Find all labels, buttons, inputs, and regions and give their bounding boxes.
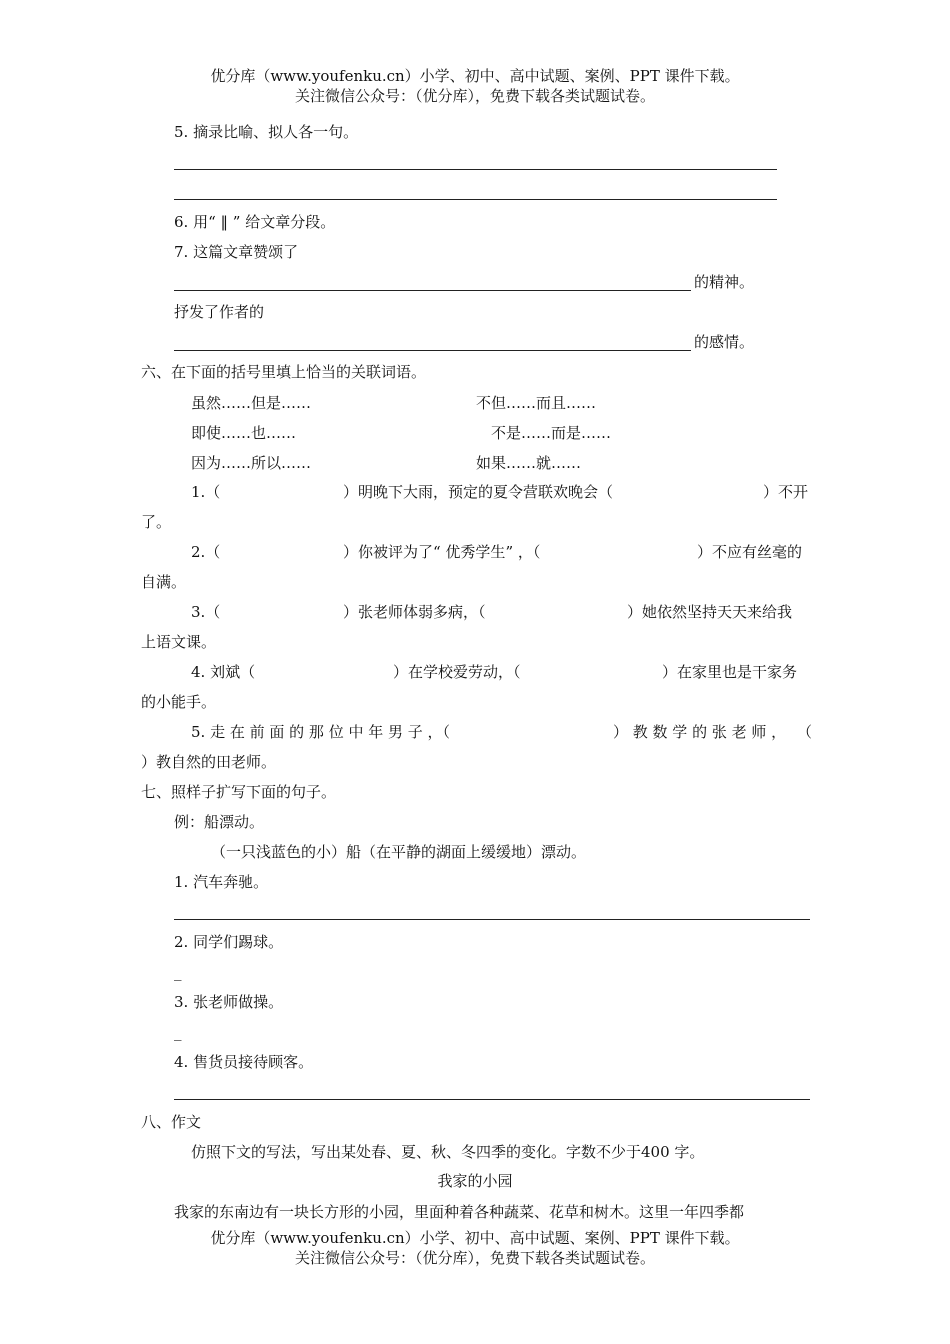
fill-question-3-cont: 上语文课。 [141, 633, 217, 651]
fill-question-5-c: （ [797, 723, 813, 741]
answer-line[interactable] [174, 199, 777, 200]
fill-question-3-c: ）她依然坚持天天来给我 [627, 603, 793, 621]
fill-question-4-b: ）在学校爱劳动，（ [393, 663, 521, 681]
fill-question-3-b: ）张老师体弱多病，（ [343, 603, 486, 621]
answer-line[interactable] [174, 919, 810, 920]
expand-question-3: 3. 张老师做操。 [174, 993, 284, 1011]
expand-question-2: 2. 同学们踢球。 [174, 933, 284, 951]
composition-instruction: 仿照下文的写法，写出某处春、夏、秋、冬四季的变化。字数不少于400 字。 [191, 1143, 705, 1161]
fill-question-2-b: ）你被评为了“ 优秀学生” ，（ [343, 543, 541, 561]
section-8-title: 八、作文 [141, 1113, 202, 1131]
answer-line[interactable] [174, 169, 777, 170]
fill-question-4-cont: 的小能手。 [141, 693, 217, 711]
fill-question-1-a: 1.（ [191, 483, 221, 501]
footer-line-2: 关注微信公众号：（优分库），免费下载各类试题试卷。 [294, 1249, 655, 1267]
fill-question-2-c: ）不应有丝毫的 [697, 543, 803, 561]
fill-question-1-c: ）不开 [763, 483, 809, 501]
question-6-divide: 6. 用“ ‖ ” 给文章分段。 [174, 213, 336, 231]
answer-line-mark[interactable]: _ [174, 963, 182, 981]
question-7-praise: 7. 这篇文章赞颂了 [174, 243, 299, 261]
fill-question-5-cont: ）教自然的田老师。 [141, 753, 277, 771]
answer-line[interactable] [174, 1099, 810, 1100]
fill-question-1-cont: 了。 [141, 513, 172, 531]
header-line-2: 关注微信公众号：（优分库），免费下载各类试题试卷。 [294, 87, 655, 105]
fill-question-3-a: 3.（ [191, 603, 221, 621]
expand-question-4: 4. 售货员接待顾客。 [174, 1053, 314, 1071]
footer-line-1: 优分库（www.youfenku.cn）小学、初中、高中试题、案例、PPT 课件下载。 [210, 1229, 740, 1247]
fill-question-5-b: ） 教 数 学 的 张 老 师 ， [613, 723, 787, 741]
conjunction-pair: 如果……就…… [476, 454, 582, 472]
fill-question-1-b: ）明晚下大雨，预定的夏令营联欢晚会（ [343, 483, 614, 501]
question-7-spirit-end: 的精神。 [694, 273, 755, 291]
answer-line[interactable] [174, 350, 691, 351]
conjunction-pair: 因为……所以…… [191, 454, 312, 472]
conjunction-pair: 虽然……但是…… [191, 394, 312, 412]
section-7-title: 七、照样子扩写下面的句子。 [141, 783, 337, 801]
example-label: 例：船漂动。 [174, 813, 265, 831]
example-answer: （一只浅蓝色的小）船（在平静的湖面上缓缓地）漂动。 [211, 843, 587, 861]
answer-line-mark[interactable]: _ [174, 1023, 182, 1041]
essay-title: 我家的小园 [437, 1172, 513, 1190]
conjunction-pair: 即使……也…… [191, 424, 297, 442]
header-line-1: 优分库（www.youfenku.cn）小学、初中、高中试题、案例、PPT 课件下载。 [210, 67, 740, 85]
question-7-feeling: 抒发了作者的 [174, 303, 265, 321]
fill-question-2-cont: 自满。 [141, 573, 187, 591]
essay-paragraph: 我家的东南边有一块长方形的小园，里面种着各种蔬菜、花草和树木。这里一年四季都 [174, 1203, 745, 1221]
fill-question-5-a: 5. 走 在 前 面 的 那 位 中 年 男 子 ，（ [191, 723, 451, 741]
question-7-feeling-end: 的感情。 [694, 333, 755, 351]
fill-question-4-c: ）在家里也是干家务 [662, 663, 798, 681]
fill-question-2-a: 2.（ [191, 543, 221, 561]
section-6-title: 六、在下面的括号里填上恰当的关联词语。 [141, 363, 427, 381]
conjunction-pair: 不但……而且…… [476, 394, 597, 412]
expand-question-1: 1. 汽车奔驰。 [174, 873, 269, 891]
conjunction-pair: 不是……而是…… [491, 424, 612, 442]
fill-question-4-a: 4. 刘斌（ [191, 663, 256, 681]
answer-line[interactable] [174, 290, 691, 291]
question-5-extract: 5. 摘录比喻、拟人各一句。 [174, 123, 359, 141]
